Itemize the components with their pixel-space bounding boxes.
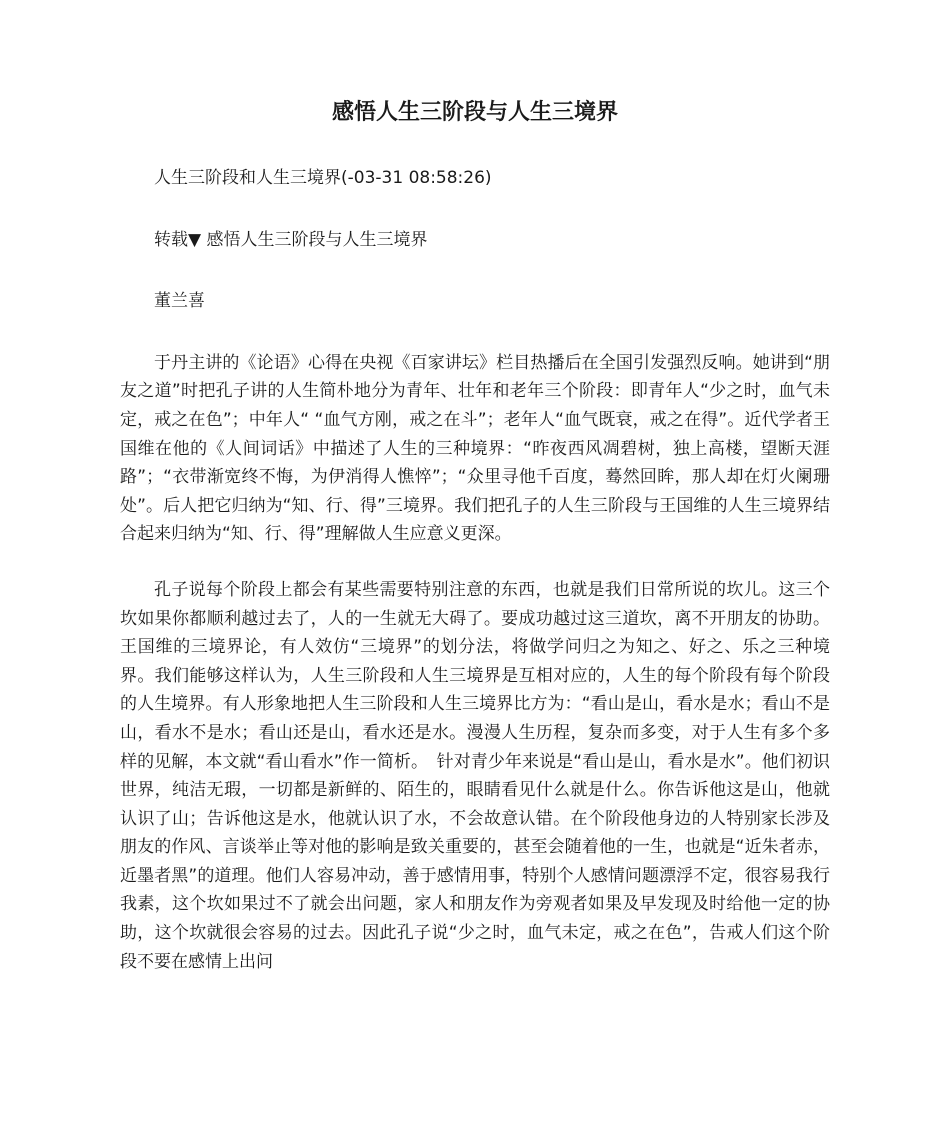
body-paragraph-2: 孔子说每个阶段上都会有某些需要特别注意的东西，也就是我们日常所说的坎儿。这三个坎如果你都顺利越过去了，人的一生就无大碍了。要成功越过这三道坎，离不开朋友的协助。王国维的三境界论，有人效仿“三境界”的划分法，将做学问归之为知之、好之、乐之三种境界。我们能够这样认为，人生三阶段和人生三境界是互相对应的，人生的每个阶段有每个阶段的人生境界。有人形象地把人生三阶段和人生三境界比方为：“看山是山，看水是水；看山不是山，看水不是水；看山还是山，看水还是水。漫漫人生历程，复杂而多变，对于人生有多个多样的见解，本文就“看山看水”作一简析。 针对青少年来说是“看山是山，看水是水”。他们初识世界，纯洁无瑕，一切都是新鲜的、陌生的，眼睛看见什么就是什么。你告诉他这是山，他就认识了山；告诉他这是水，他就认识了水，不会故意认错。在个阶段他身边的人特别家长涉及朋友的作风、言谈举止等对他的影响是致关重要的，甚至会随着他的一生，也就是“近朱者赤，近墨者黑”的道理。他们人容易冲动，善于感情用事，特别个人感情问题漂浮不定，很容易我行我素，这个坎如果过不了就会出问题，家人和朋友作为旁观者如果及早发现及时给他一定的协助，这个坎就很会容易的过去。因此孔子说“少之时，血气未定，戒之在色”，告戒人们这个阶段不要在感情上出问 xyxy=(120,579,830,972)
author-name: 董兰喜 xyxy=(154,291,205,312)
repost-line: 转载▼ 感悟人生三阶段与人生三境界 xyxy=(154,229,428,250)
document-title: 感悟人生三阶段与人生三境界 xyxy=(331,100,618,125)
body-paragraph-1: 于丹主讲的《论语》心得在央视《百家讲坛》栏目热播后在全国引发强烈反响。她讲到“朋友之道”时把孔子讲的人生简朴地分为青年、壮年和老年三个阶段：即青年人“少之时，血气未定，戒之在色”；中年人“ “血气方刚，戒之在斗”；老年人“血气既衰，戒之在得”。近代学者王国维在他的《人间词话》中描述了人生的三种境界：“昨夜西风凋碧树，独上高楼，望断天涯路”；“衣带渐宽终不悔，为伊消得人憔悴”；“众里寻他千百度，蓦然回眸，那人却在灯火阑珊处”。后人把它归纳为“知、行、得”三境界。我们把孔子的人生三阶段与王国维的人生三境界结合起来归纳为“知、行、得”理解做人生应意义更深。 xyxy=(120,352,830,545)
meta-line: 人生三阶段和人生三境界(-03-31 08:58:26) xyxy=(154,168,492,188)
